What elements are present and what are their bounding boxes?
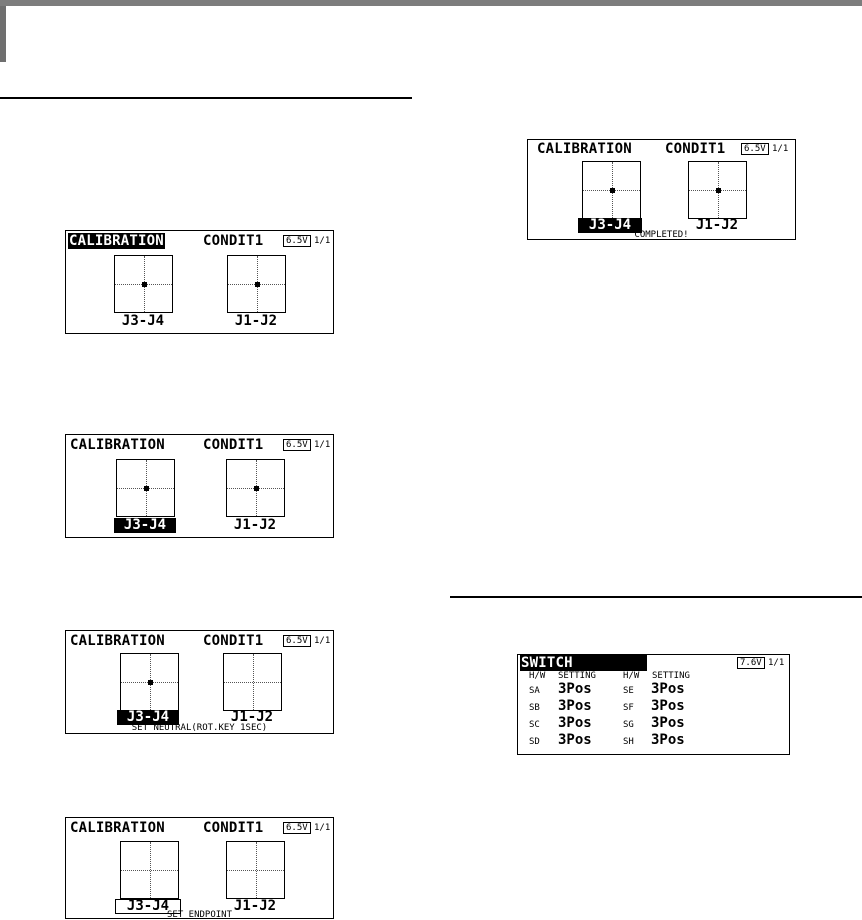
stick-position-dot [144, 486, 149, 491]
condition-label: CONDIT1 [203, 233, 264, 249]
switch-name: SF [623, 703, 634, 713]
calibration-screen-4 [65, 817, 334, 919]
stick-position-dot [254, 486, 259, 491]
stick-label-right[interactable]: J1-J2 [695, 217, 739, 233]
stick-box-left [116, 459, 175, 517]
stick-box-left [114, 255, 173, 313]
section-rule-right [450, 596, 862, 598]
switch-name: SG [623, 720, 634, 730]
switch-name: SB [529, 703, 540, 713]
stick-label-right[interactable]: J1-J2 [230, 709, 274, 725]
page-indicator: 1/1 [314, 440, 331, 450]
calibration-screen-1 [65, 230, 334, 334]
stick-position-dot [255, 282, 260, 287]
stick-box-right [688, 161, 747, 219]
stick-box-right [226, 841, 285, 899]
calibration-screen-completed [527, 139, 796, 240]
column-header-setting: SETTING [652, 671, 690, 681]
section-rule-left [0, 97, 412, 99]
stick-label-left[interactable]: J3-J4 [578, 218, 642, 233]
switch-setting[interactable]: 3Pos [558, 681, 592, 697]
stick-label-right[interactable]: J1-J2 [234, 313, 278, 329]
stick-box-right [223, 653, 282, 711]
switch-name: SH [623, 737, 634, 747]
battery-indicator: 7.6V [737, 657, 765, 669]
battery-indicator: 6.5V [741, 143, 769, 155]
condition-label: CONDIT1 [203, 633, 264, 649]
screen-title[interactable]: CALIBRATION [70, 437, 165, 453]
screen-title[interactable]: CALIBRATION [537, 141, 632, 157]
stick-label-right[interactable]: J1-J2 [233, 898, 277, 914]
column-header-hw: H/W [623, 671, 640, 681]
page-indicator: 1/1 [314, 236, 331, 246]
stick-box-left [582, 161, 641, 219]
condition-label: CONDIT1 [203, 437, 264, 453]
screen-title[interactable]: CALIBRATION [70, 820, 165, 836]
battery-indicator: 6.5V [283, 439, 311, 451]
instruction-message: COMPLETED! [634, 230, 689, 240]
instruction-message: SET ENDPOINT [166, 910, 233, 920]
switch-setting[interactable]: 3Pos [651, 732, 685, 748]
switch-setting[interactable]: 3Pos [558, 732, 592, 748]
stick-box-right [227, 255, 286, 313]
stick-box-left [120, 653, 179, 711]
switch-setting[interactable]: 3Pos [651, 681, 685, 697]
battery-indicator: 6.5V [283, 635, 311, 647]
stick-box-left [120, 841, 179, 899]
battery-indicator: 6.5V [283, 235, 311, 247]
switch-name: SD [529, 737, 540, 747]
switch-setting[interactable]: 3Pos [558, 698, 592, 714]
condition-label: CONDIT1 [665, 141, 726, 157]
screen-title[interactable]: CALIBRATION [70, 633, 165, 649]
page-indicator: 1/1 [314, 636, 331, 646]
instruction-message: SET NEUTRAL(ROT.KEY 1SEC) [131, 723, 268, 733]
column-header-hw: H/W [529, 671, 546, 681]
switch-name: SC [529, 720, 540, 730]
column-header-setting: SETTING [558, 671, 596, 681]
battery-indicator: 6.5V [283, 822, 311, 834]
page-header-bar [0, 0, 862, 6]
calibration-screen-2 [65, 434, 334, 538]
stick-label-right[interactable]: J1-J2 [233, 517, 277, 533]
stick-label-left[interactable]: J3-J4 [115, 899, 181, 914]
stick-box-right [226, 459, 285, 517]
switch-setting[interactable]: 3Pos [558, 715, 592, 731]
stick-label-left[interactable]: J3-J4 [121, 313, 165, 329]
switch-name: SE [623, 686, 634, 696]
switch-name: SA [529, 686, 540, 696]
page-indicator: 1/1 [768, 658, 785, 668]
condition-label: CONDIT1 [203, 820, 264, 836]
switch-setting[interactable]: 3Pos [651, 715, 685, 731]
stick-position-dot [610, 188, 615, 193]
screen-title[interactable]: CALIBRATION [69, 233, 164, 249]
switch-screen [517, 654, 790, 755]
stick-position-dot [142, 282, 147, 287]
page-header-tab [0, 6, 6, 62]
stick-position-dot [148, 680, 153, 685]
stick-position-dot [716, 188, 721, 193]
switch-setting[interactable]: 3Pos [651, 698, 685, 714]
stick-label-left[interactable]: J3-J4 [117, 710, 179, 725]
page-indicator: 1/1 [772, 144, 789, 154]
screen-title[interactable]: SWITCH [520, 655, 647, 671]
calibration-screen-3 [65, 630, 334, 734]
stick-label-left[interactable]: J3-J4 [114, 518, 176, 533]
page-indicator: 1/1 [314, 823, 331, 833]
